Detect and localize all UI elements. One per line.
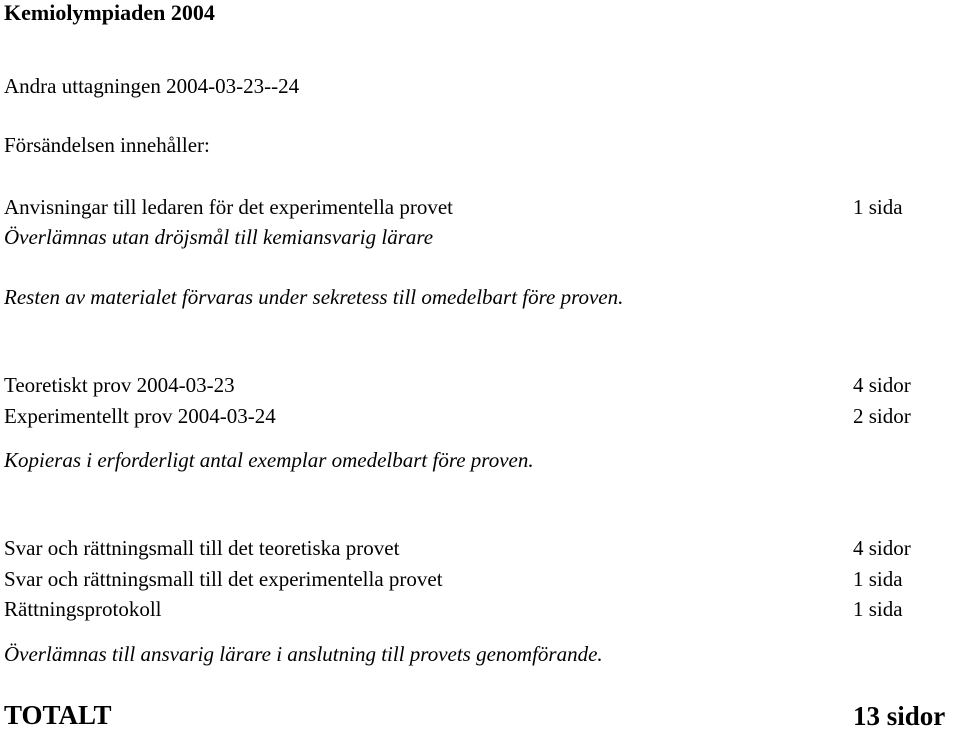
item-leader-instructions: Anvisningar till ledaren för det experimentella provet [4, 195, 454, 219]
note-confidential: Resten av materialet förvaras under sekretess till omedelbart före proven. [4, 285, 624, 309]
item-experimental-exam-pages: 2 sidor [853, 404, 911, 428]
item-leader-instructions-pages: 1 sida [853, 195, 903, 219]
item-grading-protocol-pages: 1 sida [853, 597, 903, 621]
item-experimental-exam: Experimentellt prov 2004-03-24 [4, 404, 276, 428]
note-handover-immediate: Överlämnas utan dröjsmål till kemiansvarig lärare [4, 225, 434, 249]
document-title: Kemiolympiaden 2004 [4, 0, 215, 25]
note-copy-instructions: Kopieras i erforderligt antal exemplar omedelbart före proven. [4, 448, 534, 472]
contents-label: Försändelsen innehåller: [4, 133, 210, 157]
item-experimental-answers: Svar och rättningsmall till det experimentella provet [4, 567, 443, 591]
document-subtitle: Andra uttagningen 2004-03-23--24 [4, 74, 300, 98]
total-pages: 13 sidor [853, 701, 946, 731]
note-handover-responsible: Överlämnas till ansvarig lärare i anslutning till provets genomförande. [4, 642, 603, 666]
item-theoretical-exam-pages: 4 sidor [853, 373, 911, 397]
item-theoretical-answers: Svar och rättningsmall till det teoretiska provet [4, 536, 400, 560]
item-grading-protocol: Rättningsprotokoll [4, 597, 162, 621]
item-theoretical-answers-pages: 4 sidor [853, 536, 911, 560]
item-theoretical-exam: Teoretiskt prov 2004-03-23 [4, 373, 235, 397]
total-label: TOTALT [4, 700, 112, 730]
item-experimental-answers-pages: 1 sida [853, 567, 903, 591]
